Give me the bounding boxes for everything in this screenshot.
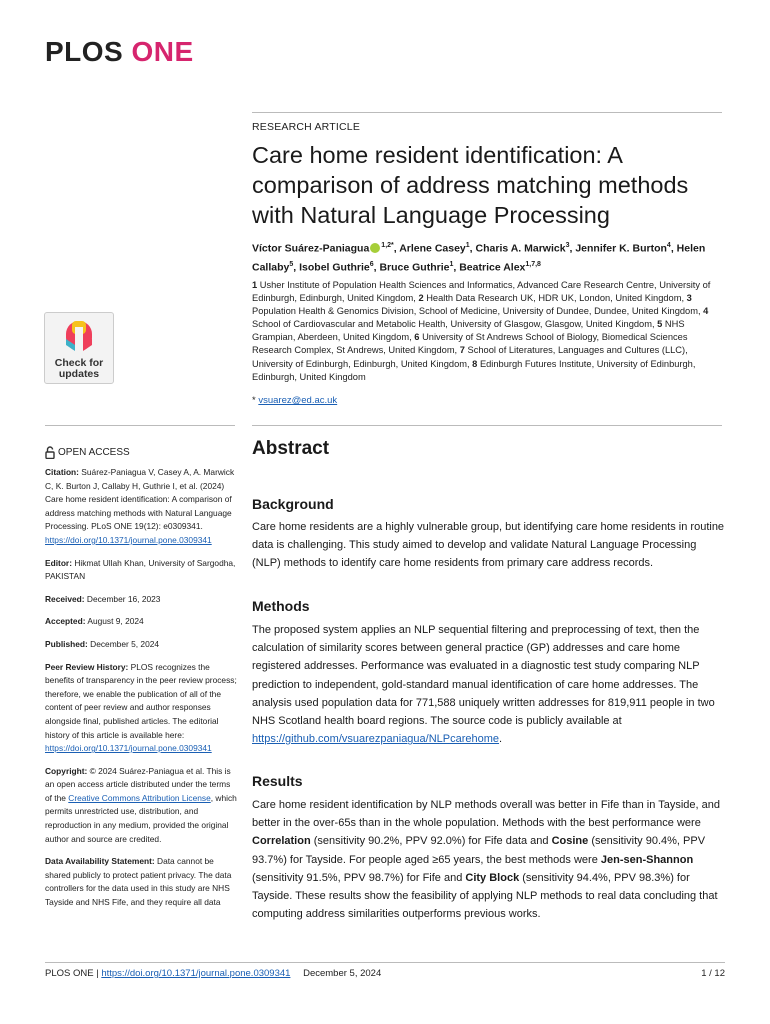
license-link[interactable]: Creative Commons Attribution License [68,792,211,803]
affil-num: 7 [459,345,465,356]
corresponding-marker: * [391,242,394,249]
author-affil: 1,2 [381,242,392,249]
peer-review-link[interactable]: https://doi.org/10.1371/journal.pone.0309341 [45,743,212,754]
data-availability-label: Data Availability Statement: [45,856,155,867]
article-sidebar [45,466,239,919]
corresponding-marker: * [252,395,256,406]
results-method-cosine: Cosine [551,835,589,848]
author-affil: 4 [666,242,671,249]
results-text: (sensitivity 91.5%, PPV 98.7%) for Fife and [252,871,463,884]
affil-num: 5 [657,319,663,330]
header-divider [252,112,722,113]
accepted-label: Accepted: [45,616,86,627]
results-heading: Results [252,773,303,789]
journal-logo[interactable] [45,36,194,68]
results-paragraph [252,796,726,923]
data-availability-text: Data cannot be shared publicly to protect patient privacy. The data controllers for the data used in this study are NHS Tayside and NHS Fife, and they require all data [45,856,232,908]
author-affil: 1 [465,242,470,249]
open-lock-icon [45,446,55,459]
editor-text: Hikmat Ullah Khan, University of Sargodha, PAKISTAN [45,557,236,582]
author-name[interactable]: Helen Callaby [252,242,706,274]
results-text: (sensitivity 90.2%, PPV 92.0%) for Fife data and [313,835,549,848]
author-name[interactable]: Isobel Guthrie [299,261,370,274]
check-label-2: updates [58,368,100,380]
affil-num: 2 [418,293,424,304]
footer-divider [45,962,725,963]
results-text: (sensitivity 94.4%, PPV 98.3%) for Tayside. These results show the feasibility of applying NLP methods to real data concluding that computing address similarities outperforms previous works. [252,871,718,921]
footer-journal: PLOS ONE [45,968,94,979]
affil-text: University of St Andrews School of Biology, Biomedical Sciences Research Complex, St Andrews, United Kingdom, [252,332,688,356]
author-name[interactable]: Charis A. Marwick [475,242,566,255]
author-affil: 6 [369,261,374,268]
affil-num: 1 [252,280,258,290]
background-heading: Background [252,496,334,512]
copyright-block [45,765,239,847]
copyright-text-end: , which permits unrestricted use, distribution, and reproduction in any medium, provided the original author and source are credited. [45,792,237,844]
page-footer [45,968,381,979]
results-method-jensen-shannon: Jen-sen-Shannon [600,853,694,866]
results-method-correlation: Correlation [252,835,311,848]
citation-block [45,466,239,548]
affil-num: 6 [414,332,420,343]
results-text: Care home resident identification by NLP methods overall was better in Fife than in Tayside, and better in the over-65s than in the whole population. Methods with the best performance were [252,799,720,830]
copyright-label: Copyright: [45,765,88,776]
logo-plos: PLOS [45,36,124,67]
affil-text: NHS Grampian, Aberdeen, United Kingdom, [252,319,685,343]
author-affil: 1,7,8 [525,261,541,268]
article-title: Care home resident identification: A comparison of address matching methods with Natural Language Processing [252,142,689,228]
logo-one: ONE [131,36,194,67]
affil-num: 3 [686,293,692,304]
data-availability-block [45,855,239,909]
author-name[interactable]: Beatrice Alex [459,261,526,274]
author-name[interactable]: Jennifer K. Burton [575,242,667,255]
methods-heading: Methods [252,598,310,614]
author-name[interactable]: Arlene Casey [399,242,466,255]
sidebar-divider [45,425,235,426]
affil-text: School of Literatures, Languages and Cultures (LLC), University of Edinburgh, Edinburgh, United Kingdom, [252,345,688,369]
citation-text: Suárez-Paniagua V, Casey A, A. Marwick C, K. Burton J, Callaby H, Guthrie I, et al. (2024) Care home resident identification: A comparison of address matching methods with Natural Language Processing. PLoS ONE 19(12): e0309341. [45,467,235,532]
peer-review-block [45,661,239,756]
author-affil: 3 [565,242,570,249]
published-date: December 5, 2024 [90,638,160,649]
author-affil: 1 [449,261,454,268]
citation-label: Citation: [45,467,79,477]
check-for-updates-button[interactable] [44,312,114,384]
editor-label: Editor: [45,557,72,568]
copyright-text: © 2024 Suárez-Paniagua et al. This is an open access article distributed under the terms of the [45,765,231,803]
results-text: (sensitivity 90.4%, PPV 93.7%) for Tayside. For people aged ≥65 years, the best methods were [252,835,706,866]
source-code-link[interactable]: https://github.com/vsuarezpaniagua/NLPcarehome [252,733,500,746]
accepted-block [45,615,239,629]
received-block [45,593,239,607]
published-label: Published: [45,638,88,649]
published-block [45,638,239,652]
received-label: Received: [45,593,85,604]
author-list: Víctor Suárez-Paniagua $^{1,2*}$, Arlene Casey$^1$, Charis A. Marwick$^3$, Jennifer K. Burton$^4$, Helen Callaby$^5$, Isobel Guthrie$^6$, Bruce Guthrie$^1$, Beatrice Alex$^{1,7,8}$ [252,242,706,274]
affil-text: School of Cardiovascular and Metabolic Health, University of Glasgow, Glasgow, United Kingdom, [252,319,655,330]
methods-text: The proposed system applies an NLP sequential filtering and preprocessing of text, then the calculation of similarity scores between general practice (GP) addresses and care home registered addresses. Performance was evaluated in a diagnostic test study comparing NLP prediction to independent, gold-standard manual identification of care home addresses. The analysis used population data for 771,588 uniquely written addresses for 819,911 people in two NHS Scotland health board regions. The source code is publicly available at [252,624,715,728]
affil-text: Usher Institute of Population Health Sciences and Informatics, Advanced Care Research Centre, University of Edinburgh, Edinburgh, United Kingdom, [252,280,711,304]
affil-num: 8 [472,358,478,369]
author-affil: 5 [289,261,294,268]
background-text: Care home residents are a highly vulnerable group, but identifying care home residents in routine data is challenging. This study aimed to develop and validate Natural Language Processing (NLP) methods to identify care home residents from primary care address records. [252,521,725,570]
orcid-icon[interactable] [370,243,380,253]
affil-num: 4 [703,306,709,317]
peer-review-label: Peer Review History: [45,661,129,672]
author-name[interactable]: Bruce Guthrie [379,261,450,274]
accepted-date: August 9, 2024 [87,616,144,627]
received-date: December 16, 2023 [86,593,161,604]
abstract-heading: Abstract [252,438,330,459]
affiliation-list [252,279,726,384]
peer-review-text: PLOS recognizes the benefits of transparency in the peer review process; therefore, we enable the publication of all of the content of peer review and author responses alongside final, published articles. The editorial history of this article is available here: [45,661,237,740]
footer-date: December 5, 2024 [303,968,382,979]
crossmark-icon [63,319,95,355]
article-type: RESEARCH ARTICLE [252,121,361,133]
email-link[interactable]: vsuarez@ed.ac.uk [258,395,338,406]
page-number: 1 / 12 [701,968,725,979]
results-method-city-block: City Block [465,871,520,884]
footer-doi-link[interactable]: https://doi.org/10.1371/journal.pone.0309341 [101,968,291,979]
footer-separator: | [96,968,99,979]
methods-paragraph: The proposed system applies an NLP sequential filtering and preprocessing of text, then the calculation of similarity scores between general practice (GP) addresses and care home registered addresses. Performance was evaluated in a diagnostic test study comparing NLP prediction to independent, gold-standard manual identification of care home addresses. The analysis used population data for 771,588 uniquely written addresses for 819,911 people in two NHS Scotland health board regions. The source code is publicly available at https://github.com/vsuarezpaniagua/NLPcarehome. [252,624,715,746]
check-label-1: Check for [54,357,104,369]
affil-text: Health Data Research UK, HDR UK, London, United Kingdom, [426,293,685,304]
open-access-badge [45,446,130,459]
correspondence [252,395,337,406]
open-access-label: OPEN ACCESS [58,447,130,458]
affil-text: Edinburgh Futures Institute, University of Edinburgh, Edinburgh, United Kingdom [252,358,696,382]
author-name[interactable]: Víctor Suárez-Paniagua [252,242,370,255]
affil-text: Population Health & Genomics Division, School of Medicine, University of Dundee, Dundee, United Kingdom, [252,306,701,317]
editor-block [45,557,239,584]
citation-doi-link[interactable]: https://doi.org/10.1371/journal.pone.0309341 [45,534,212,545]
abstract-divider [252,425,722,426]
